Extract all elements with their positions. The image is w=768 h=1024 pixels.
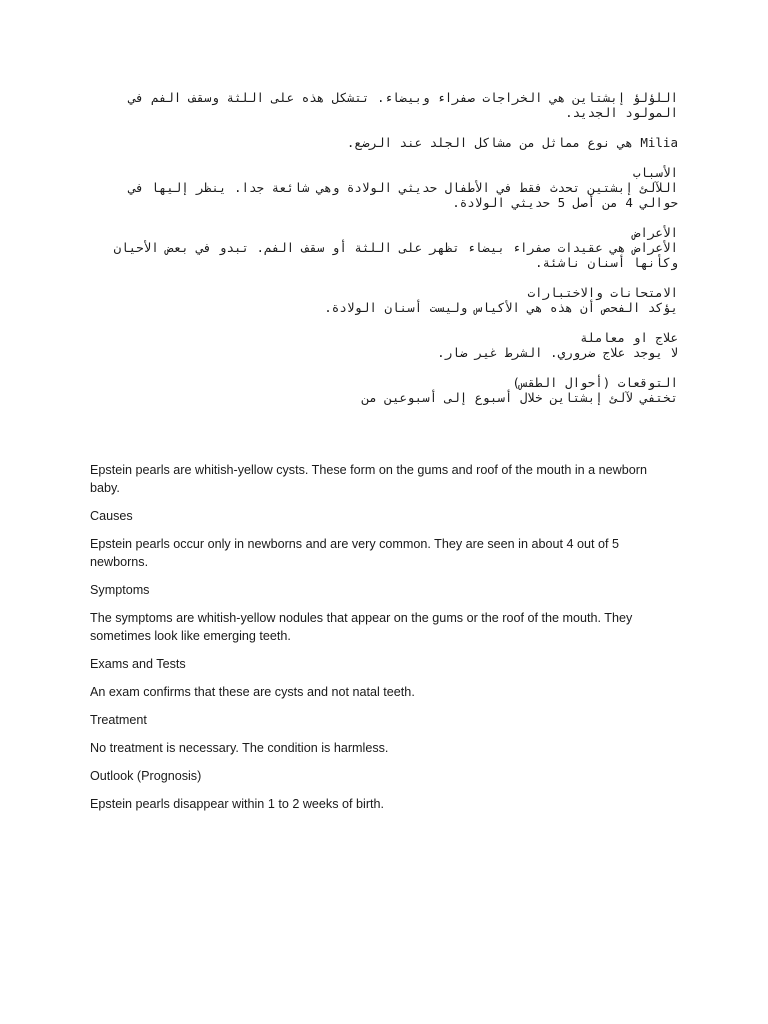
english-causes-text: Epstein pearls occur only in newborns and are very common. They are seen in about 4 out of 5 newborns. (90, 537, 620, 569)
english-outlook-heading: Outlook (Prognosis) (90, 769, 202, 783)
arabic-treatment-text: لا يوجد علاج ضروري. الشرط غير ضار. (437, 345, 678, 360)
arabic-treatment-block (100, 330, 678, 360)
arabic-exams-heading: الامتحانات والاختبارات (527, 285, 678, 300)
english-symptoms-text: The symptoms are whitish-yellow nodules that appear on the gums or the roof of the mouth. They sometimes look like emerging teeth. (90, 611, 633, 643)
arabic-section (100, 90, 678, 420)
arabic-causes-heading: الأسباب (632, 165, 678, 180)
english-exams-text: An exam confirms that these are cysts and not natal teeth. (90, 685, 415, 699)
english-symptoms-heading: Symptoms (90, 583, 150, 597)
arabic-outlook-heading: التوقعات (أحوال الطقس) (512, 375, 678, 390)
arabic-exams-text: يؤكد الفحص أن هذه هي الأكياس وليست أسنان الولادة. (324, 300, 678, 315)
arabic-outlook-text: تختفي لآلئ إبشتاين خلال أسبوع إلى أسبوعين من (361, 390, 678, 405)
arabic-exams-block (100, 285, 678, 315)
arabic-symptoms-block (100, 225, 678, 270)
english-treatment-heading: Treatment (90, 713, 147, 727)
arabic-milia-note: Milia هي نوع مماثل من مشاكل الجلد عند الرضع. (346, 135, 678, 150)
arabic-symptoms-heading: الأعراض (632, 225, 678, 240)
arabic-treatment-heading: علاج او معاملة (580, 330, 678, 345)
english-exams-heading: Exams and Tests (90, 657, 186, 671)
arabic-symptoms-text: الأعراض هي عقيدات صفراء بيضاء تظهر على اللثة أو سقف الفم. تبدو في بعض الأحيان وكأنها أسنان ناشئة. (113, 240, 678, 270)
arabic-outlook-block (100, 375, 678, 405)
english-outlook-text: Epstein pearls disappear within 1 to 2 weeks of birth. (90, 797, 385, 811)
english-intro: Epstein pearls are whitish-yellow cysts. These form on the gums and roof of the mouth in a newborn baby. (90, 463, 647, 495)
english-section (90, 461, 680, 823)
arabic-causes-text: اللآلئ إبشتين تحدث فقط في الأطفال حديثي الولادة وهي شائعة جدا. ينظر إليها في حوالي 4 من أصل 5 حديثي الولادة. (128, 180, 678, 210)
english-causes-heading: Causes (90, 509, 133, 523)
arabic-causes-block (100, 165, 678, 210)
english-treatment-text: No treatment is necessary. The condition is harmless. (90, 741, 389, 755)
arabic-intro: اللؤلؤ إبشتاين هي الخراجات صفراء وبيضاء. تتشكل هذه على اللثة وسقف الفم في المولود الجديد. (128, 90, 678, 120)
